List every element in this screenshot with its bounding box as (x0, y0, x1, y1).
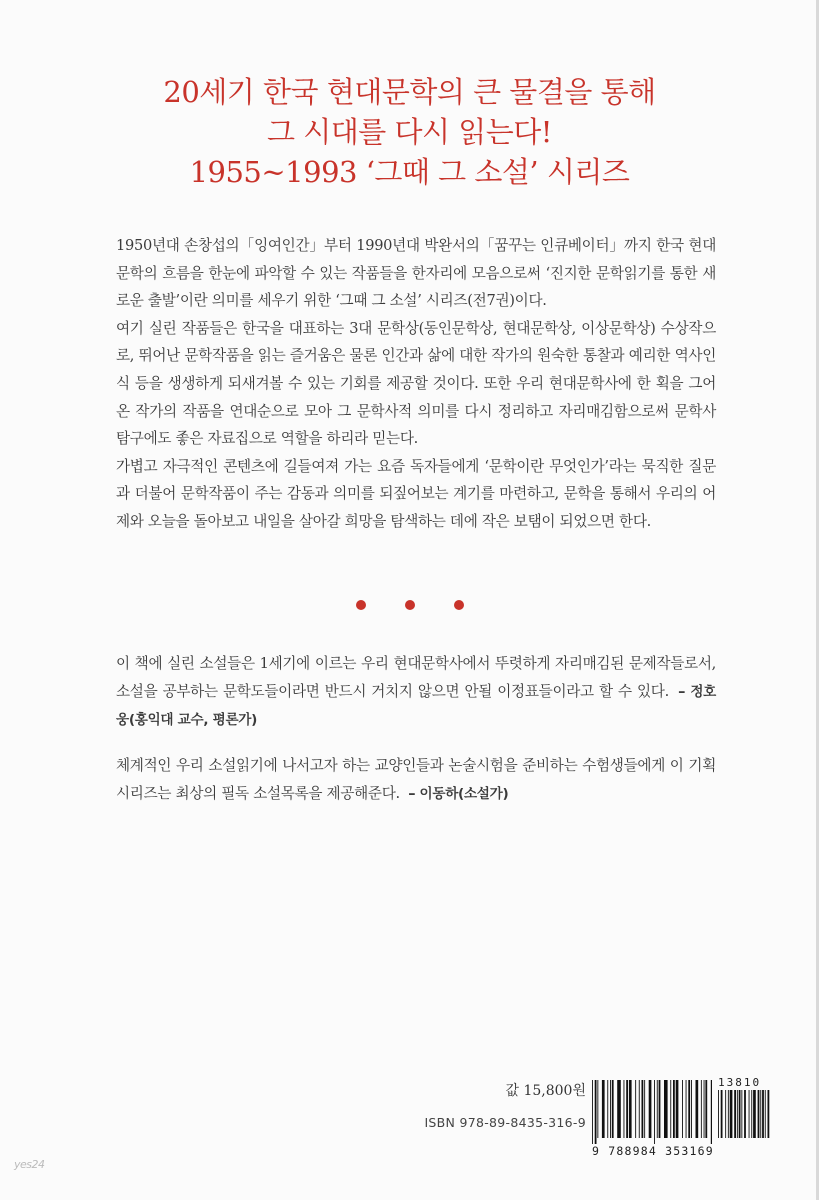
review-attribution: 이동하(소설가) (419, 786, 509, 802)
barcode-bar (686, 1080, 687, 1138)
headline-line-1: 20세기 한국 현대문학의 큰 물결을 통해 (163, 75, 656, 109)
isbn: ISBN 978-89-8435-316-9 (424, 1115, 586, 1130)
review-text: 이 책에 실린 소설들은 1세기에 이르는 우리 현대문학사에서 뚜렷하게 자리매김된 문제작들로서, 소설을 공부하는 문학도들이라면 반드시 거치지 않으면 안될 이정표들이라고 할 수 있다. (116, 655, 716, 700)
barcode-bar (649, 1080, 652, 1138)
barcode-bar (704, 1080, 705, 1138)
barcode-bar (670, 1080, 671, 1138)
review-1 (116, 650, 716, 734)
barcode-bar (701, 1080, 702, 1138)
barcode-bar (730, 1090, 733, 1138)
barcode-bar (612, 1080, 614, 1138)
barcode-bar (607, 1080, 608, 1138)
barcode-bar (659, 1080, 661, 1138)
headline-line-3: 1955~1993 ‘그때 그 소설’ 시리즈 (189, 155, 630, 189)
barcode-bar (602, 1080, 605, 1138)
barcode-bar (691, 1080, 692, 1138)
barcode-bar (642, 1080, 644, 1138)
barcode-bar (592, 1080, 593, 1144)
barcode-bar (610, 1080, 611, 1138)
barcode-bar (721, 1090, 723, 1138)
barcode-bar (711, 1080, 712, 1144)
divider-dot-icon (356, 600, 366, 610)
barcode-bar (696, 1080, 699, 1138)
barcode-bar (749, 1090, 750, 1138)
barcode-bar (760, 1090, 761, 1138)
review-text: 체계적인 우리 소설읽기에 나서고자 하는 교양인들과 논술시험을 준비하는 수험생들에게 이 기획 시리즈는 최상의 필독 소설목록을 제공해준다. (116, 757, 716, 802)
review-2 (116, 752, 716, 808)
barcode (592, 1076, 772, 1164)
review-dash: – (408, 785, 416, 802)
barcode-bar (597, 1080, 598, 1138)
barcode-bar (725, 1090, 726, 1138)
barcode-bar (762, 1090, 764, 1138)
barcode-bar (734, 1090, 736, 1138)
barcode-bar (673, 1080, 675, 1138)
barcode-bar (664, 1080, 668, 1138)
barcode-bar (657, 1080, 658, 1138)
barcode-bar (739, 1090, 741, 1138)
reviews (116, 650, 716, 826)
barcode-bar (753, 1090, 756, 1138)
intro-paragraph-1: 1950년대 손창섭의「잉여인간」부터 1990년대 박완서의「꿈꾸는 인큐베이터」까지 한국 현대문학의 흐름을 한눈에 파악할 수 있는 작품들을 한자리에 모음으로써 ‘진지한 문학읽기를 통한 새로운 출발’이란 의미를 세우기 위한 ‘그때 그 소설’ 시리즈(전7권)이다. (116, 237, 716, 310)
headline (0, 72, 819, 192)
barcode-bar (626, 1080, 628, 1138)
barcode-bar (644, 1080, 645, 1138)
headline-line-2: 그 시대를 다시 읽는다! (267, 115, 552, 149)
barcode-bar (765, 1090, 766, 1138)
barcode-bar (617, 1080, 621, 1138)
barcode-bar (718, 1090, 719, 1138)
barcode-bar (737, 1090, 738, 1138)
intro-paragraph-2: 여기 실린 작품들은 한국을 대표하는 3대 문학상(동인문학상, 현대문학상, 이상문학상) 수상작으로, 뛰어난 문학작품을 읽는 즐거움은 물론 인간과 삶에 대한 작가의 원숙한 통찰과 예리한 역사인식 등을 생생하게 되새겨볼 수 있는 기회를 제공할 것이다. 또한 우리 현대문학사에 한 획을 그어온 작가의 작품을 연대순으로 모아 그 문학사적 의미를 다시 정리하고 자리매김함으로써 문학사 탐구에도 좋은 자료집으로 역할을 하리라 믿는다. (116, 319, 716, 448)
divider-dot-icon (454, 600, 464, 610)
barcode-bar (676, 1080, 679, 1138)
barcode-bar (639, 1080, 640, 1138)
barcode-bar (768, 1090, 770, 1138)
barcode-ean-number: 9 788984 353169 (592, 1144, 714, 1158)
barcode-bar (635, 1080, 636, 1138)
divider-dot-icon (405, 600, 415, 610)
barcode-bar (705, 1080, 707, 1138)
watermark: yes24 (14, 1158, 45, 1171)
barcode-bar (595, 1080, 597, 1144)
barcode-bar (741, 1090, 742, 1138)
barcode-bar (654, 1080, 655, 1144)
barcode-bar (629, 1080, 632, 1138)
barcode-bar (744, 1090, 746, 1138)
barcode-bar (758, 1090, 760, 1138)
review-dash: – (678, 683, 686, 700)
intro-paragraph-3: 가볍고 자극적인 콘텐츠에 길들여져 가는 요즘 독자들에게 ‘문학이란 무엇인가’라는 묵직한 질문과 더불어 문학작품이 주는 감동과 의미를 되짚어보는 계기를 마련하고, 문학을 통해서 우리의 어제와 오늘을 돌아보고 내일을 살아갈 희망을 탐색하는 데에 작은 보탬이 되었으면 한다. (116, 457, 716, 530)
barcode-bar (751, 1090, 752, 1138)
addon-barcode-bars (718, 1090, 772, 1144)
barcode-bar (688, 1080, 690, 1138)
review-attribution: 정호웅(홍익대 교수, 평론가) (116, 684, 717, 728)
barcode-bar (682, 1080, 683, 1138)
barcode-bar (728, 1090, 729, 1138)
barcode-addon-number: 13810 (718, 1076, 762, 1089)
price: 값 15,800원 (505, 1083, 586, 1099)
section-divider (0, 600, 819, 610)
intro-text (116, 232, 716, 536)
ean-barcode-bars (592, 1080, 712, 1144)
barcode-bar (624, 1080, 625, 1138)
